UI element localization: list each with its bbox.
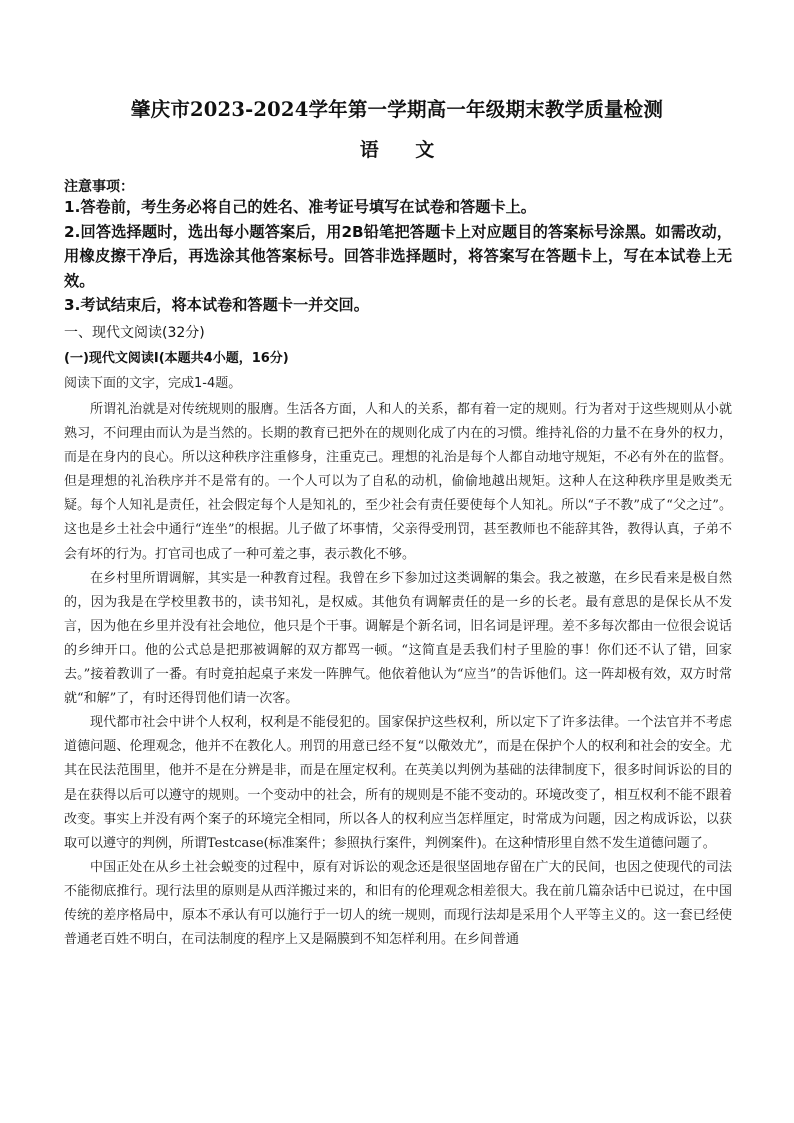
passage-paragraph: 在乡村里所谓调解，其实是一种教育过程。我曾在乡下参加过这类调解的集会。我之被邀，在乡民看来是极自然的，因为我是在学校里教书的，读书知礼，是权威。其他负有调解责任的是一乡的长老。最有意思的是保长从不发言，因为他在乡里并没有社会地位，他只是个干事。调解是个新名词，旧名词是评理。差不多每次都由一位很会说话的乡绅开口。他的公式总是把那被调解的双方都骂一顿。“这简直是丢我们村子里脸的事！你们还不认了错，回家去。”接着教训了一番。有时竟拍起桌子来发一阵脾气。他依着他认为“应当”的告诉他们。这一阵却极有效，双方时常就“和解”了，有时还得罚他们请一次客。	[64, 570, 732, 707]
passage-paragraph: 所谓礼治就是对传统规则的服膺。生活各方面，人和人的关系，都有着一定的规则。行为者对于这些规则从小就熟习，不问理由而认为是当然的。长期的教育已把外在的规则化成了内在的习惯。维持礼俗的力量不在身外的权力，而是在身内的良心。所以这种秩序注重修身，注重克己。理想的礼治是每个人都自动地守规矩，不必有外在的监督。但是理想的礼治秩序并不是常有的。一个人可以为了自私的动机，偷偷地越出规矩。这种人在这种秩序里是败类无疑。每个人知礼是责任，社会假定每个人是知礼的，至少社会有责任要使每个人知礼。所以“子不教”成了“父之过”。这也是乡土社会中通行“连坐”的根据。儿子做了坏事情，父亲得受刑罚，甚至教师也不能辞其咎，教得认真，子弟不会有坏的行为。打官司也成了一种可羞之事，表示教化不够。	[64, 402, 732, 562]
passage-paragraph: 现代都市社会中讲个人权利，权利是不能侵犯的。国家保护这些权利，所以定下了许多法律。一个法官并不考虑道德问题、伦理观念，他并不在教化人。刑罚的用意已经不复“以儆效尤”，而是在保护个人的权利和社会的安全。尤其在民法范围里，他并不是在分辨是非，而是在厘定权利。在英美以判例为基础的法律制度下，很多时间诉讼的目的是在获得以后可以遵守的规则。一个变动中的社会，所有的规则是不能不变动的。环境改变了，相互权利不能不跟着改变。事实上并没有两个案子的环境完全相同，所以各人的权利应当怎样厘定，时常成为问题，因之构成诉讼，以获取可以遵守的判例，所谓Testcase(标准案件；参照执行案件，判例案件)。在这种情形里自然不发生道德问题了。	[64, 715, 732, 851]
notice-list	[64, 195, 732, 318]
reading-instruction: 阅读下面的文字，完成1-4题。	[64, 376, 242, 391]
notice-item: 2.回答选择题时，选出每小题答案后，用2B铅笔把答题卡上对应题目的答案标号涂黑。如需改动，用橡皮擦干净后，再选涂其他答案标号。回答非选择题时，将答案写在答题卡上，写在本试卷上无效。	[64, 222, 732, 290]
notice-item: 3.考试结束后，将本试卷和答题卡一并交回。	[64, 296, 369, 314]
exam-title: 肇庆市2023-2024学年第一学期高一年级期末教学质量检测	[130, 98, 664, 121]
reading-passage	[64, 398, 732, 952]
notice-heading: 注意事项：	[64, 179, 134, 195]
subsection-title: (一)现代文阅读Ⅰ(本题共4小题，16分)	[64, 351, 289, 366]
passage-paragraph: 中国正处在从乡土社会蜕变的过程中，原有对诉讼的观念还是很坚固地存留在广大的民间，也因之使现代的司法不能彻底推行。现行法里的原则是从西洋搬过来的，和旧有的伦理观念相差很大。我在前几篇杂话中已说过，在中国传统的差序格局中，原本不承认有可以施行于一切人的统一规则，而现行法却是采用个人平等主义的。这一套已经使普通老百姓不明白，在司法制度的程序上又是隔膜到不知怎样利用。在乡间普通	[64, 859, 732, 948]
notice-item: 1.答卷前，考生务必将自己的姓名、准考证号填写在试卷和答题卡上。	[64, 198, 536, 216]
subject-title: 语 文	[359, 139, 435, 161]
section-title: 一、现代文阅读(32分)	[64, 325, 205, 341]
